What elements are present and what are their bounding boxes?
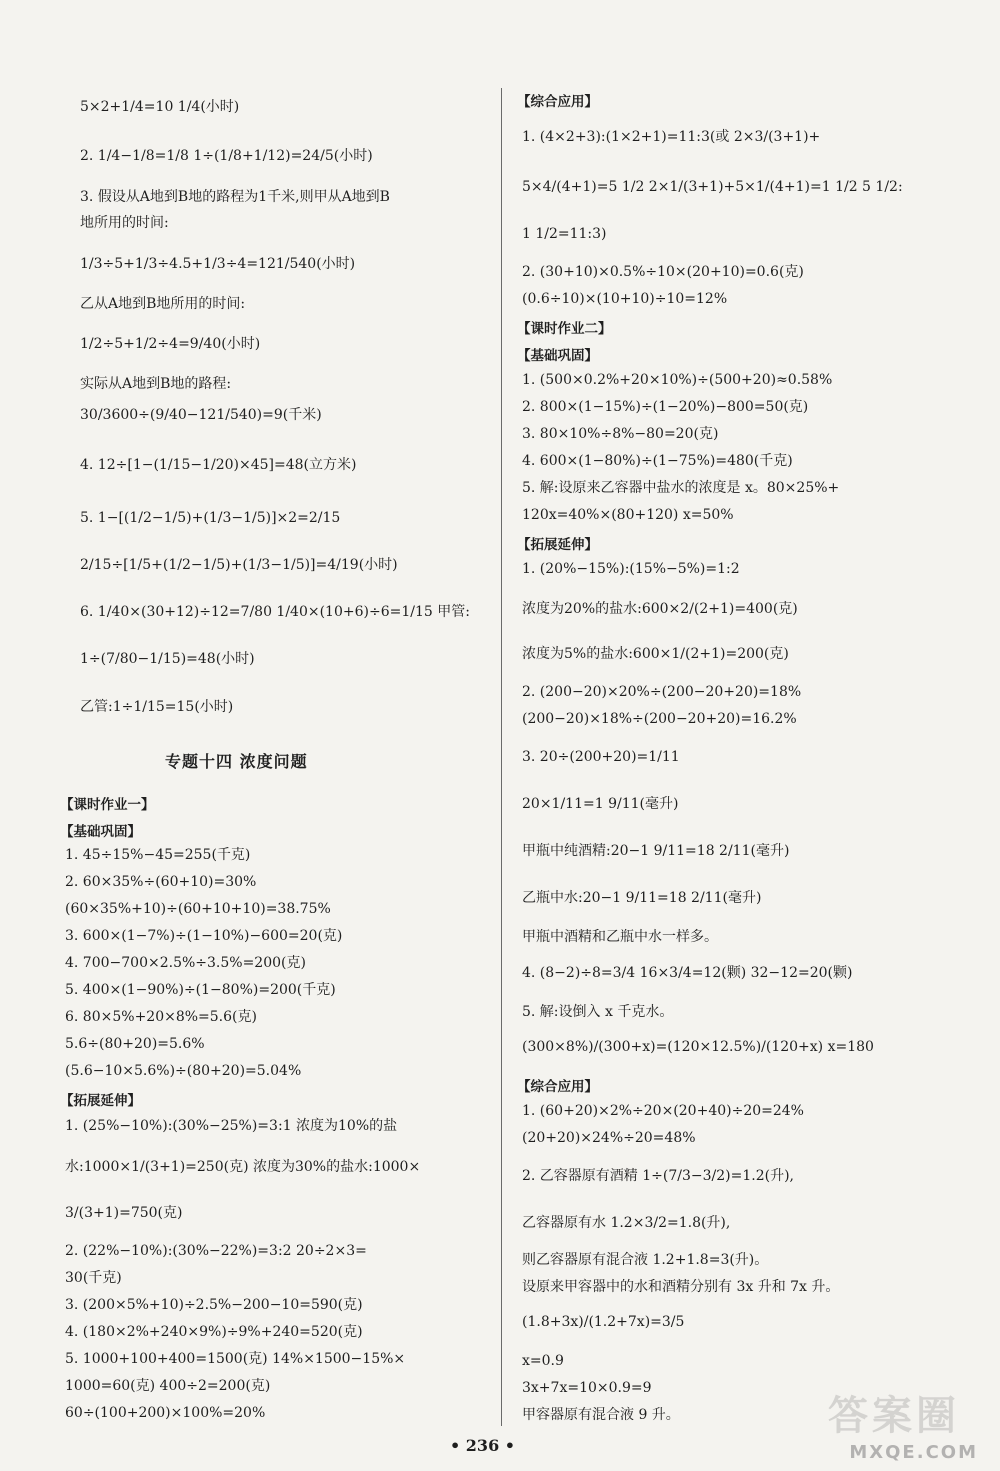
- solution-line: (5.6−10×5.6%)÷(80+20)=5.04%: [65, 1063, 302, 1079]
- solution-line: x=0.9: [522, 1353, 564, 1369]
- solution-line: 1÷(7/80−1/15)=48(小时): [80, 651, 255, 667]
- watermark-logo: 答案圈: [828, 1393, 960, 1439]
- solution-line: 3. 20÷(200+20)=1/11: [522, 749, 680, 765]
- solution-line: 乙容器原有水 1.2×3/2=1.8(升),: [522, 1215, 731, 1231]
- solution-line: (0.6÷10)×(10+10)÷10=12%: [522, 291, 728, 307]
- solution-line: 3. 假设从A地到B地的路程为1千米,则甲从A地到B: [80, 189, 390, 205]
- solution-line: 6. 1/40×(30+12)÷12=7/80 1/40×(10+6)÷6=1/15 甲管:: [80, 604, 470, 620]
- solution-line: 2. 800×(1−15%)÷(1−20%)−800=50(克): [522, 399, 809, 415]
- section-header: 【基础巩固】: [517, 348, 598, 364]
- solution-line: 5. 400×(1−90%)÷(1−80%)=200(千克): [65, 982, 336, 998]
- solution-line: 乙管:1÷1/15=15(小时): [80, 699, 234, 715]
- solution-line: 2. (30+10)×0.5%÷10×(20+10)=0.6(克): [522, 264, 804, 280]
- solution-line: 3. (200×5%+10)÷2.5%−200−10=590(克): [65, 1297, 363, 1313]
- section-header: 【拓展延伸】: [60, 1093, 141, 1109]
- solution-line: 甲瓶中纯酒精:20−1 9/11=18 2/11(毫升): [522, 843, 790, 859]
- solution-line: 1000=60(克) 400÷2=200(克): [65, 1378, 271, 1394]
- solution-line: 60÷(100+200)×100%=20%: [65, 1405, 266, 1421]
- solution-line: 设原来甲容器中的水和酒精分别有 3x 升和 7x 升。: [522, 1279, 840, 1295]
- solution-line: 2. (200−20)×20%÷(200−20+20)=18%: [522, 684, 802, 700]
- solution-line: 浓度为20%的盐水:600×2/(2+1)=400(克): [522, 601, 798, 617]
- solution-line: 乙从A地到B地所用的时间:: [80, 296, 246, 312]
- solution-line: 1. (25%−10%):(30%−25%)=3:1 浓度为10%的盐: [65, 1118, 398, 1134]
- solution-line: 2/15÷[1/5+(1/2−1/5)+(1/3−1/5)]=4/19(小时): [80, 557, 398, 573]
- solution-line: 4. 600×(1−80%)÷(1−75%)=480(千克): [522, 453, 793, 469]
- section-header: 【基础巩固】: [60, 824, 141, 840]
- solution-line: 4. 12÷[1−(1/15−1/20)×45]=48(立方米): [80, 457, 357, 473]
- solution-line: 2. 1/4−1/8=1/8 1÷(1/8+1/12)=24/5(小时): [80, 148, 373, 164]
- solution-line: (200−20)×18%÷(200−20+20)=16.2%: [522, 711, 797, 727]
- solution-line: 6. 80×5%+20×8%=5.6(克): [65, 1009, 257, 1025]
- section-title: 专题十四 浓度问题: [165, 752, 308, 771]
- solution-line: 120x=40%×(80+120) x=50%: [522, 507, 734, 523]
- solution-line: 地所用的时间:: [80, 215, 169, 231]
- solution-line: 4. (8−2)÷8=3/4 16×3/4=12(颗) 32−12=20(颗): [522, 965, 853, 981]
- solution-line: 1. (20%−15%):(15%−5%)=1:2: [522, 561, 740, 577]
- section-header: 【综合应用】: [517, 94, 598, 110]
- solution-line: 5. 1000+100+400=1500(克) 14%×1500−15%×: [65, 1351, 406, 1367]
- solution-line: 3x+7x=10×0.9=9: [522, 1380, 652, 1396]
- solution-line: 3. 600×(1−7%)÷(1−10%)−600=20(克): [65, 928, 343, 944]
- solution-line: 水:1000×1/(3+1)=250(克) 浓度为30%的盐水:1000×: [65, 1159, 421, 1175]
- section-header: 【综合应用】: [517, 1079, 598, 1095]
- solution-line: 乙瓶中水:20−1 9/11=18 2/11(毫升): [522, 890, 762, 906]
- solution-line: 1 1/2=11:3): [522, 226, 607, 242]
- solution-line: 2. 乙容器原有酒精 1÷(7/3−3/2)=1.2(升),: [522, 1168, 794, 1184]
- solution-line: 5×4/(4+1)=5 1/2 2×1/(3+1)+5×1/(4+1)=1 1/2 5 1/2:: [522, 179, 903, 195]
- solution-line: 1. (60+20)×2%÷20×(20+40)÷20=24%: [522, 1103, 804, 1119]
- solution-line: 1. (4×2+3):(1×2+1)=11:3(或 2×3/(3+1)+: [522, 129, 821, 145]
- solution-line: 20×1/11=1 9/11(毫升): [522, 796, 679, 812]
- solution-line: 1. 45÷15%−45=255(千克): [65, 847, 251, 863]
- solution-line: 1. (500×0.2%+20×10%)÷(500+20)≈0.58%: [522, 372, 833, 388]
- section-header: 【课时作业一】: [60, 797, 155, 813]
- solution-line: 3. 80×10%÷8%−80=20(克): [522, 426, 719, 442]
- solution-line: 5. 解:设倒入 x 千克水。: [522, 1004, 674, 1020]
- solution-line: 甲容器原有混合液 9 升。: [522, 1407, 680, 1423]
- column-divider: [501, 88, 502, 1426]
- solution-line: 5. 1−[(1/2−1/5)+(1/3−1/5)]×2=2/15: [80, 510, 341, 526]
- solution-line: 1/2÷5+1/2÷4=9/40(小时): [80, 336, 261, 352]
- solution-line: 5. 解:设原来乙容器中盐水的浓度是 x。80×25%+: [522, 480, 840, 496]
- solution-line: 30(千克): [65, 1270, 122, 1286]
- solution-line: 则乙容器原有混合液 1.2+1.8=3(升)。: [522, 1252, 769, 1268]
- solution-line: 5×2+1/4=10 1/4(小时): [80, 99, 240, 115]
- solution-line: 2. (22%−10%):(30%−22%)=3:2 20÷2×3=: [65, 1243, 367, 1259]
- solution-line: 1/3÷5+1/3÷4.5+1/3÷4=121/540(小时): [80, 256, 356, 272]
- section-header: 【拓展延伸】: [517, 537, 598, 553]
- page-number: • 236 •: [450, 1436, 515, 1455]
- solution-line: 30/3600÷(9/40−121/540)=9(千米): [80, 407, 322, 423]
- solution-line: 4. (180×2%+240×9%)÷9%+240=520(克): [65, 1324, 363, 1340]
- solution-line: (60×35%+10)÷(60+10+10)=38.75%: [65, 901, 331, 917]
- solution-line: 2. 60×35%÷(60+10)=30%: [65, 874, 257, 890]
- solution-line: 浓度为5%的盐水:600×1/(2+1)=200(克): [522, 646, 789, 662]
- section-header: 【课时作业二】: [517, 321, 612, 337]
- solution-line: (20+20)×24%÷20=48%: [522, 1130, 696, 1146]
- solution-line: 4. 700−700×2.5%÷3.5%=200(克): [65, 955, 306, 971]
- solution-line: (300×8%)/(300+x)=(120×12.5%)/(120+x) x=180: [522, 1039, 874, 1055]
- watermark-url: MXQE.COM: [849, 1442, 978, 1463]
- solution-line: 5.6÷(80+20)=5.6%: [65, 1036, 205, 1052]
- solution-line: 3/(3+1)=750(克): [65, 1205, 183, 1221]
- solution-line: 甲瓶中酒精和乙瓶中水一样多。: [522, 929, 718, 945]
- solution-line: 实际从A地到B地的路程:: [80, 376, 232, 392]
- solution-line: (1.8+3x)/(1.2+7x)=3/5: [522, 1314, 685, 1330]
